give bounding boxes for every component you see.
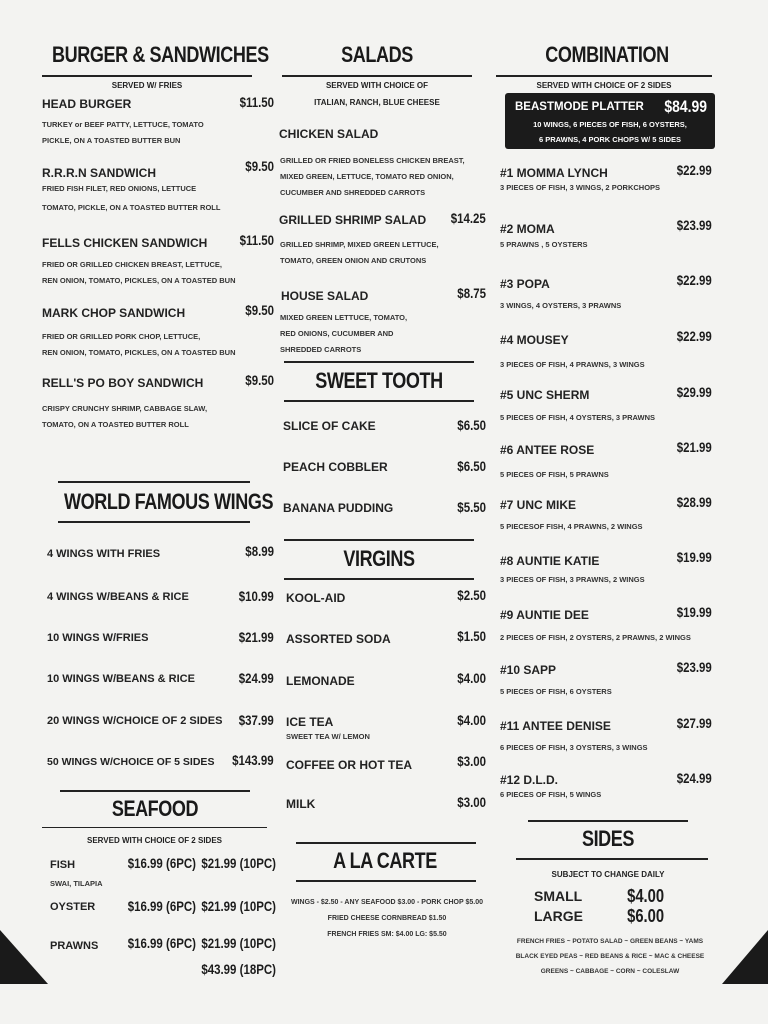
platter-price: $84.99	[664, 97, 707, 116]
section-title-sweet-tooth: SWEET TOOTH	[315, 368, 443, 393]
menu-item-name: RELL'S PO BOY SANDWICH	[42, 376, 204, 390]
menu-item-name: ASSORTED SODA	[286, 632, 391, 646]
combo-price: $22.99	[676, 272, 712, 288]
combo-price: $28.99	[676, 494, 712, 510]
divider	[496, 75, 712, 77]
section-subtitle-seafood: SERVED WITH CHOICE OF 2 SIDES	[87, 836, 222, 845]
combo-price: $22.99	[676, 328, 712, 344]
combo-name: #4 MOUSEY	[500, 333, 569, 347]
combo-desc: 3 PIECES OF FISH, 3 PRAWNS, 2 WINGS	[500, 575, 645, 584]
menu-item-desc: FRIED OR GRILLED PORK CHOP, LETTUCE,	[42, 332, 201, 341]
menu-item-name: R.R.R.N SANDWICH	[42, 166, 156, 180]
menu-item-desc: RED ONIONS, CUCUMBER AND	[280, 329, 394, 338]
menu-item-desc: TOMATO, GREEN ONION AND CRUTONS	[280, 256, 427, 265]
menu-item-price: $6.50	[457, 417, 486, 433]
menu-item-price: $11.50	[239, 94, 274, 110]
menu-item-price: $8.99	[245, 543, 274, 559]
menu-item-desc: GRILLED OR FRIED BONELESS CHICKEN BREAST,	[280, 156, 465, 165]
seafood-price-small: $16.99 (6PC)	[127, 935, 196, 951]
menu-item-price: $4.00	[457, 670, 486, 686]
menu-item-price: $37.99	[238, 712, 274, 728]
menu-item-desc: FRIED FISH FILET, RED ONIONS, LETTUCE	[42, 184, 197, 193]
menu-item-desc: FRIED OR GRILLED CHICKEN BREAST, LETTUCE,	[42, 260, 223, 269]
menu-item-price: $3.00	[457, 794, 486, 810]
divider	[296, 880, 476, 882]
combo-name: #3 POPA	[500, 277, 550, 291]
combo-price: $27.99	[676, 715, 712, 731]
combo-name: #7 UNC MIKE	[500, 498, 577, 512]
menu-item-name: 10 WINGS W/FRIES	[47, 632, 149, 644]
menu-item-price: $3.00	[457, 753, 486, 769]
menu-item-desc: REN ONION, TOMATO, PICKLES, ON A TOASTED BUN	[42, 348, 236, 357]
combo-name: #2 MOMA	[500, 222, 555, 236]
menu-item-name: 50 WINGS W/CHOICE OF 5 SIDES	[47, 756, 215, 768]
section-title-sides: SIDES	[581, 826, 635, 851]
divider	[42, 827, 267, 828]
combo-desc: 6 PIECES OF FISH, 5 WINGS	[500, 790, 602, 799]
menu-item-desc: TURKEY or BEEF PATTY, LETTUCE, TOMATO	[42, 120, 204, 129]
combo-desc: 5 PIECES OF FISH, 5 PRAWNS	[500, 470, 609, 479]
page-corner-left	[0, 930, 48, 984]
combo-price: $19.99	[676, 549, 712, 565]
menu-item-price: $143.99	[232, 752, 274, 768]
combo-desc: 3 PIECES OF FISH, 3 WINGS, 2 PORKCHOPS	[500, 183, 661, 192]
section-subtitle-sides: SUBJECT TO CHANGE DAILY	[551, 870, 665, 879]
combo-name: #6 ANTEE ROSE	[500, 443, 595, 457]
combo-name: #1 MOMMA LYNCH	[500, 166, 608, 180]
divider	[516, 858, 708, 860]
menu-item-name: MILK	[286, 797, 316, 811]
combo-price: $23.99	[676, 217, 712, 233]
menu-item-price: $9.50	[245, 158, 274, 174]
menu-item-desc: GRILLED SHRIMP, MIXED GREEN LETTUCE,	[280, 240, 439, 249]
combo-price: $21.99	[676, 439, 712, 455]
section-title-burgers: BURGER & SANDWICHES	[52, 42, 269, 67]
a-la-carte-line: FRIED CHEESE CORNBREAD $1.50	[327, 915, 447, 922]
menu-item-name: HEAD BURGER	[42, 97, 132, 111]
menu-item-price: $9.50	[245, 372, 274, 388]
section-title-combination: COMBINATION	[545, 42, 669, 67]
combo-name: #5 UNC SHERM	[500, 388, 590, 402]
menu-item-name: HOUSE SALAD	[281, 289, 369, 303]
a-la-carte-line: WINGS - $2.50 - ANY SEAFOOD $3.00 - PORK CHOP $5.00	[290, 899, 484, 906]
menu-item-price: $21.99	[238, 629, 274, 645]
combo-name: #12 D.L.D.	[500, 773, 559, 787]
a-la-carte-line: FRENCH FRIES SM: $4.00 LG: $5.50	[327, 931, 447, 938]
seafood-price-small: $16.99 (6PC)	[127, 898, 196, 914]
menu-item-price: $2.50	[457, 587, 486, 603]
combo-name: #11 ANTEE DENISE	[500, 719, 611, 733]
menu-item-price: $5.50	[457, 499, 486, 515]
section-subtitle-salads: SERVED WITH CHOICE OF	[325, 81, 429, 90]
menu-item-name: FELLS CHICKEN SANDWICH	[42, 236, 208, 250]
sides-size-label: SMALL	[534, 888, 583, 904]
menu-item-price: $4.00	[457, 712, 486, 728]
seafood-price-xl: $43.99 (18PC)	[201, 961, 276, 977]
combo-desc: 5 PIECESOF FISH, 4 PRAWNS, 2 WINGS	[500, 522, 643, 531]
seafood-name: FISH	[50, 859, 76, 871]
divider	[58, 521, 250, 523]
menu-item-name: SLICE OF CAKE	[283, 419, 376, 433]
divider	[42, 75, 252, 77]
section-title-a-la-carte: A LA CARTE	[333, 848, 437, 873]
combo-desc: 5 PIECES OF FISH, 6 OYSTERS	[500, 687, 612, 696]
menu-item-price: $11.50	[239, 232, 274, 248]
sides-size-price: $6.00	[627, 906, 664, 926]
featured-platter	[505, 93, 715, 149]
section-subtitle-burgers: SERVED W/ FRIES	[111, 81, 183, 90]
divider	[284, 361, 474, 363]
menu-item-desc: REN ONION, TOMATO, PICKLES, ON A TOASTED BUN	[42, 276, 236, 285]
combo-name: #10 SAPP	[500, 663, 557, 677]
menu-item-price: $24.99	[238, 670, 274, 686]
sides-list: FRENCH FRIES ~ POTATO SALAD ~ GREEN BEANS ~ YAMS	[516, 938, 704, 945]
menu-item-desc: MIXED GREEN LETTUCE, TOMATO,	[280, 313, 408, 322]
platter-desc: 6 PRAWNS, 4 PORK CHOPS W/ 5 SIDES	[538, 135, 682, 144]
menu-item-desc: MIXED GREEN, LETTUCE, TOMATO RED ONION,	[280, 172, 454, 181]
seafood-name: PRAWNS	[50, 940, 99, 952]
combo-price: $22.99	[676, 162, 712, 178]
menu-item-price: $6.50	[457, 458, 486, 474]
sides-size-price: $4.00	[627, 886, 664, 906]
menu-item-name: GRILLED SHRIMP SALAD	[279, 213, 427, 227]
combo-desc: 3 PIECES OF FISH, 4 PRAWNS, 3 WINGS	[500, 360, 645, 369]
menu-item-desc: SWEET TEA W/ LEMON	[286, 732, 370, 741]
sides-list: GREENS ~ CABBAGE ~ CORN ~ COLESLAW	[540, 968, 680, 975]
menu-item-name: BANANA PUDDING	[283, 501, 394, 515]
seafood-note: SWAI, TILAPIA	[50, 879, 103, 888]
divider	[284, 400, 474, 402]
combo-price: $29.99	[676, 384, 712, 400]
menu-item-name: PEACH COBBLER	[283, 460, 388, 474]
seafood-price-large: $21.99 (10PC)	[201, 935, 276, 951]
menu-item-name: 10 WINGS W/BEANS & RICE	[47, 673, 195, 685]
menu-item-name: 4 WINGS WITH FRIES	[47, 548, 161, 560]
section-subtitle-salads: ITALIAN, RANCH, BLUE CHEESE	[314, 98, 440, 107]
menu-item-name: CHICKEN SALAD	[279, 127, 379, 141]
divider	[58, 481, 250, 483]
divider	[284, 539, 474, 541]
menu-item-name: MARK CHOP SANDWICH	[42, 306, 186, 320]
divider	[60, 790, 250, 792]
combo-name: #8 AUNTIE KATIE	[500, 554, 600, 568]
section-subtitle-combination: SERVED WITH CHOICE OF 2 SIDES	[536, 81, 672, 90]
combo-desc: 3 WINGS, 4 OYSTERS, 3 PRAWNS	[500, 301, 622, 310]
combo-desc: 5 PRAWNS , 5 OYSTERS	[500, 240, 588, 249]
seafood-price-large: $21.99 (10PC)	[201, 898, 276, 914]
menu-item-desc: PICKLE, ON A TOASTED BUTTER BUN	[42, 136, 181, 145]
sides-size-label: LARGE	[534, 908, 583, 924]
divider	[296, 842, 476, 844]
menu-item-desc: TOMATO, PICKLE, ON A TOASTED BUTTER ROLL	[42, 203, 221, 212]
menu-item-name: COFFEE OR HOT TEA	[286, 758, 412, 772]
divider	[284, 578, 474, 580]
menu-item-price: $9.50	[245, 302, 274, 318]
section-title-salads: SALADS	[341, 42, 413, 67]
section-title-seafood: SEAFOOD	[111, 796, 199, 821]
menu-item-name: 20 WINGS W/CHOICE OF 2 SIDES	[47, 715, 223, 727]
combo-price: $24.99	[676, 770, 712, 786]
page-corner-right	[722, 930, 768, 984]
combo-name: #9 AUNTIE DEE	[500, 608, 589, 622]
platter-desc: 10 WINGS, 6 PIECES OF FISH, 6 OYSTERS,	[533, 120, 687, 129]
combo-desc: 6 PIECES OF FISH, 3 OYSTERS, 3 WINGS	[500, 743, 648, 752]
menu-item-name: LEMONADE	[286, 674, 355, 688]
divider	[282, 75, 472, 77]
combo-desc: 2 PIECES OF FISH, 2 OYSTERS, 2 PRAWNS, 2 WINGS	[500, 633, 691, 642]
seafood-price-small: $16.99 (6PC)	[127, 855, 196, 871]
menu-item-price: $10.99	[238, 588, 274, 604]
combo-desc: 5 PIECES OF FISH, 4 OYSTERS, 3 PRAWNS	[500, 413, 656, 422]
sides-list: BLACK EYED PEAS ~ RED BEANS & RICE ~ MAC & CHEESE	[515, 953, 705, 960]
seafood-name: OYSTER	[50, 901, 96, 913]
menu-item-price: $14.25	[450, 210, 486, 226]
menu-item-desc: CUCUMBER AND SHREDDED CARROTS	[280, 188, 426, 197]
menu-item-desc: TOMATO, ON A TOASTED BUTTER ROLL	[42, 420, 189, 429]
seafood-price-large: $21.99 (10PC)	[201, 855, 276, 871]
menu-item-name: ICE TEA	[286, 715, 334, 729]
menu-item-price: $8.75	[457, 285, 486, 301]
section-title-wings: WORLD FAMOUS WINGS	[64, 489, 274, 514]
menu-item-desc: SHREDDED CARROTS	[280, 345, 362, 354]
menu-item-desc: CRISPY CRUNCHY SHRIMP, CABBAGE SLAW,	[42, 404, 208, 413]
menu-item-price: $1.50	[457, 628, 486, 644]
divider	[528, 820, 688, 822]
platter-name: BEASTMODE PLATTER	[515, 101, 644, 113]
menu-item-name: 4 WINGS W/BEANS & RICE	[47, 591, 189, 603]
combo-price: $23.99	[676, 659, 712, 675]
section-title-virgins: VIRGINS	[343, 546, 415, 571]
menu-item-name: KOOL-AID	[286, 591, 346, 605]
combo-price: $19.99	[676, 604, 712, 620]
